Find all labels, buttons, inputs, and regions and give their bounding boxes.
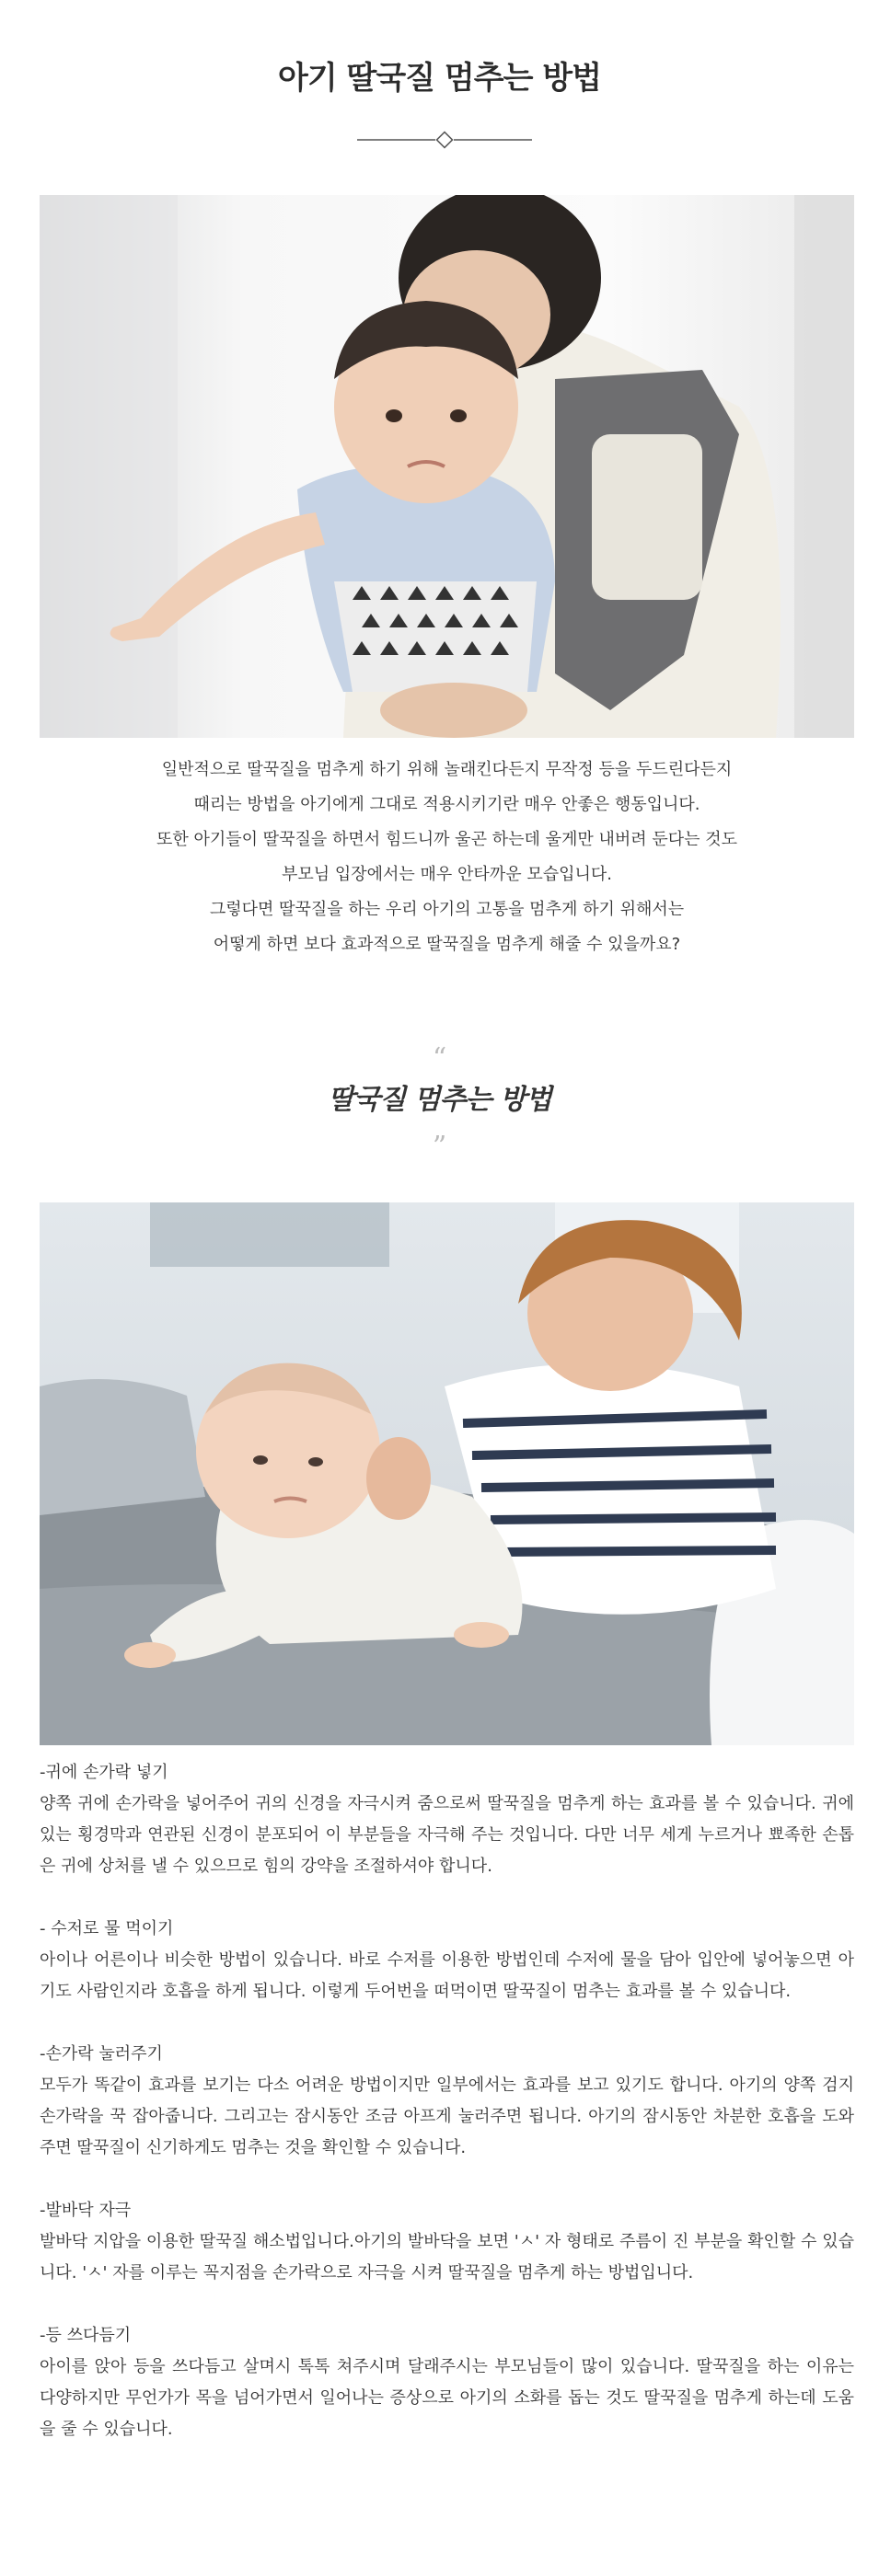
intro-line: 어떻게 하면 보다 효과적으로 딸꾹질을 멈추게 해줄 수 있을까요? — [213, 935, 681, 954]
tip-item — [40, 1914, 854, 2007]
tip-heading: -귀에 손가락 넣기 — [40, 1763, 168, 1782]
tip-text: 양쪽 귀에 손가락을 넣어주어 귀의 신경을 자극시켜 줌으로써 딸꾹질을 멈추게 하는 효과를 볼 수 있습니다. 귀에 있는 횡경막과 연관된 신경이 분포되어 이 부분들을 자극해 주는 것입니다. 다만 너무 세게 누르거나 뾰족한 손톱은 귀에 상처를 낼 수 있으므로 힘의 강약을 조절하셔야 합니다. — [40, 1794, 854, 1876]
intro-line: 부모님 입장에서는 매우 안타까운 모습입니다. — [282, 865, 612, 884]
intro-line: 그렇다면 딸꾹질을 하는 우리 아기의 고통을 멈추게 하기 위해서는 — [209, 900, 685, 919]
page-title: 아기 딸국질 멈추는 방법 — [278, 59, 601, 97]
tip-item — [40, 2195, 854, 2289]
tips-list — [40, 1757, 854, 2477]
intro-text — [40, 753, 854, 962]
intro-line: 때리는 방법을 아기에게 그대로 적용시키기란 매우 안좋은 행동입니다. — [193, 795, 700, 814]
tip-text: 모두가 똑같이 효과를 보기는 다소 어려운 방법이지만 일부에서는 효과를 보고 있기도 합니다. 아기의 양쪽 검지 손가락을 꾹 잡아줍니다. 그리고는 잠시동안 조금 아프게 눌러주면 됩니다. 아기의 잠시동안 차분한 호흡을 도와주면 딸꾹질이 신기하게도 멈추는 것을 확인할 수 있습니다. — [40, 2076, 854, 2157]
close-quote-mark: ” — [432, 1131, 447, 1163]
tip-heading: -발바닥 자극 — [40, 2201, 132, 2220]
tip-text: 아이나 어른이나 비슷한 방법이 있습니다. 바로 수저를 이용한 방법인데 수저에 물을 담아 입안에 넣어놓으면 아기도 사람인지라 호흡을 하게 됩니다. 이렇게 두어번을 떠먹이면 딸꾹질이 멈추는 효과를 볼 수 있습니다. — [40, 1950, 854, 2001]
tip-item — [40, 1757, 854, 1882]
tip-heading: -손가락 눌러주기 — [40, 2044, 163, 2064]
intro-line: 또한 아기들이 딸꾹질을 하면서 힘드니까 울곤 하는데 울게만 내버려 둔다는 것도 — [156, 830, 738, 849]
tip-item — [40, 2039, 854, 2164]
tip-heading: - 수저로 물 먹이기 — [40, 1919, 174, 1938]
grandmother-baby-photo — [40, 1202, 854, 1745]
title-divider — [357, 131, 532, 149]
father-baby-photo — [40, 195, 854, 738]
tip-text: 발바닥 지압을 이용한 딸꾹질 해소법입니다.아기의 발바닥을 보면 'ㅅ' 자 형태로 주름이 진 부분을 확인할 수 있습니다. 'ㅅ' 자를 이루는 꼭지점을 손가락으로 자극을 시켜 딸꾹질을 멈추게 하는 방법입니다. — [40, 2232, 854, 2283]
intro-line: 일반적으로 딸꾹질을 멈추게 하기 위해 놀래킨다든지 무작정 등을 두드린다든지 — [161, 760, 733, 779]
open-quote-mark: “ — [432, 1042, 447, 1075]
tip-item — [40, 2320, 854, 2445]
tip-text: 아이를 앉아 등을 쓰다듬고 살며시 톡톡 쳐주시며 달래주시는 부모님들이 많이 있습니다. 딸꾹질을 하는 이유는 다양하지만 무언가가 목을 넘어가면서 일어나는 증상으로 아기의 소화를 돕는 것도 딸꾹질을 멈추게 하는데 도움을 줄 수 있습니다. — [40, 2357, 854, 2439]
tip-heading: -등 쓰다듬기 — [40, 2326, 132, 2345]
section-title: 딸국질 멈추는 방법 — [328, 1084, 551, 1116]
